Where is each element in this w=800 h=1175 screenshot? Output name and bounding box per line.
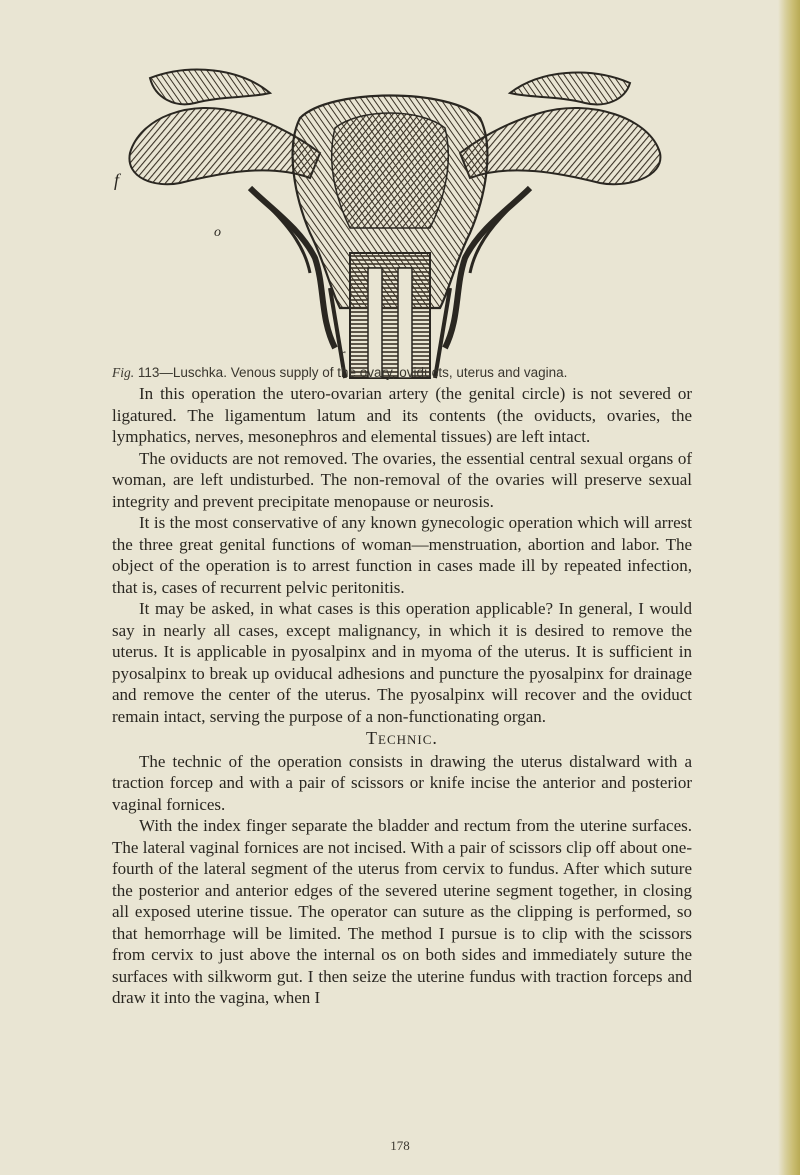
paragraph: With the index finger separate the bladder and rectum from the uterine surfaces. The lateral vaginal fornices are not incised. With a pair of scissors clip off about one-fourth of the lateral segment of the uterus from cervix to fundus. After which suture the posterior and anterior edges of the severed uterine segment together, in closing all exposed uterine tissue. The operator can suture as the clipping is performed, so that hemorrhage will be limited. The method I pursue is to clip with the scissors from cervix to just above the internal os on both sides and immediately suture the surfaces with silkworm gut. I then seize the uterine fundus with traction forceps and draw it into the vagina, when I — [112, 816, 692, 1007]
caption-text: 113—Luschka. Venous supply of the ovary, oviducts, uterus and vagina. — [137, 365, 568, 380]
section-heading: Technic. — [366, 728, 438, 748]
paragraph: It may be asked, in what cases is this operation applicable? In general, I would say in nearly all cases, except malignancy, in which it is desired to remove the uterus. It is applicable in pyosalpinx and in myoma of the uterus. It is sufficient in pyosalpinx to break up oviducal adhesions and puncture the pyosalpinx for drainage and remove the center of the uterus. The pyosalpinx will recover and the oviduct remain intact, serving the purpose of a non-functionating organ. — [112, 599, 692, 726]
figure-venous-supply — [100, 58, 680, 383]
page-edge — [778, 0, 800, 1175]
paragraph: In this operation the utero-ovarian artery (the genital circle) is not severed or ligatured. The ligamentum latum and its contents (the oviducts, ovaries, the lymphatics, nerves, mesonephros and elemental tissues) are left intact. — [112, 384, 692, 446]
paragraph: It is the most conservative of any known gynecologic operation which will arrest the three great genital functions of woman—menstruation, abortion and labor. The object of the operation is to arrest function in cases made ill by repeated infection, that is, cases of recurrent pelvic peritonitis. — [112, 513, 692, 597]
figure-caption — [112, 365, 712, 381]
paragraph: The technic of the operation consists in drawing the uterus distalward with a traction forcep and with a pair of scissors or knife incise the anterior and posterior vaginal fornices. — [112, 751, 692, 814]
caption-label: Fig. — [112, 365, 135, 380]
venous-plexus-illustration — [100, 58, 680, 383]
label-r: r — [340, 347, 346, 362]
label-f: f — [114, 170, 120, 190]
label-o: o — [214, 225, 221, 240]
paragraph: The oviducts are not removed. The ovaries, the essential central sexual organs of woman, are left undisturbed. The non-removal of the ovaries will preserve sexual integrity and prevent precipitate menopause or neurosis. — [112, 448, 692, 511]
page-number: 178 — [390, 1138, 410, 1153]
body-text — [112, 383, 692, 1009]
